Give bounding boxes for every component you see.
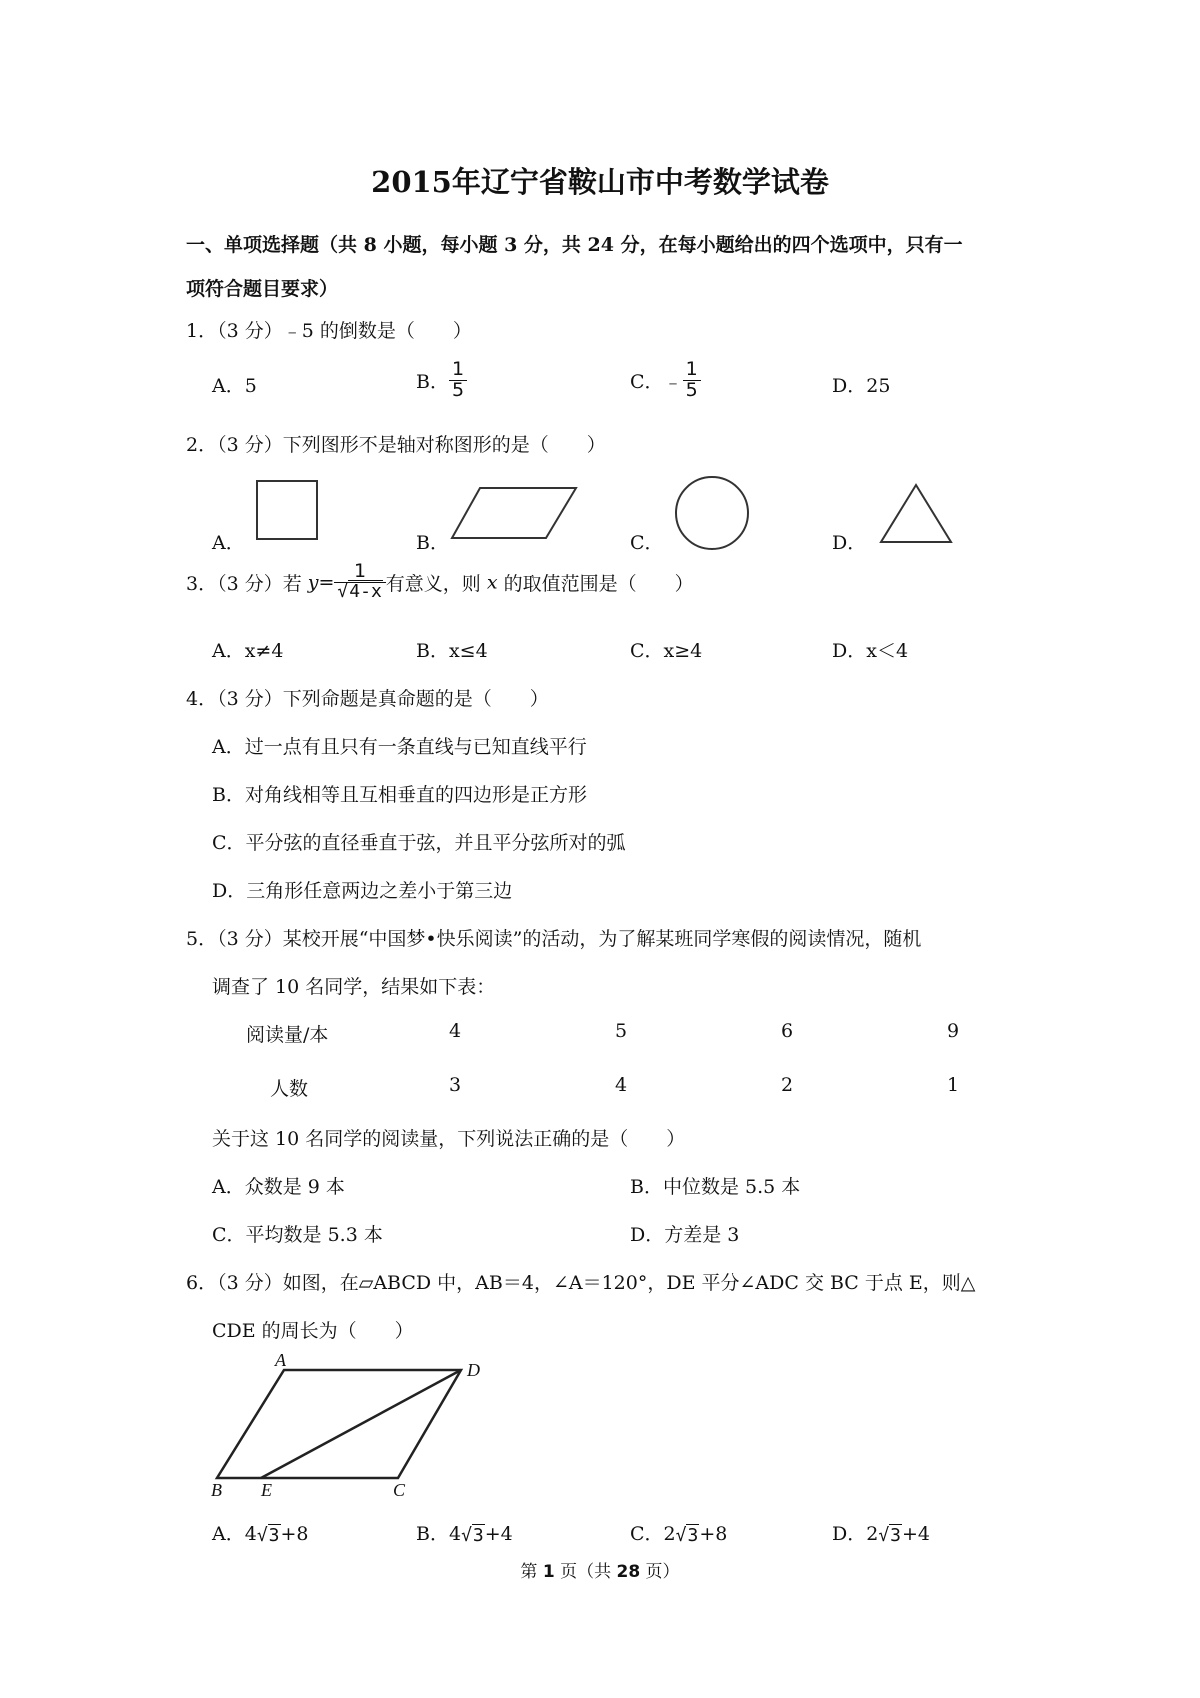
table-cell: 3 [448, 1074, 462, 1096]
question-4-stem: 4．（3 分）下列命题是真命题的是（ ） [186, 688, 549, 710]
question-1-option-d: D．25 [832, 375, 891, 397]
table-cell: 6 [780, 1020, 794, 1042]
question-2-option-b: B． [416, 532, 449, 554]
square-figure [256, 480, 318, 540]
question-4-option-b: B．对角线相等且互相垂直的四边形是正方形 [212, 784, 587, 806]
table-cell: 2 [780, 1074, 794, 1096]
question-3-option-a: A．x≠4 [212, 640, 284, 662]
table-cell: 4 [448, 1020, 462, 1042]
question-2-stem: 2．（3 分）下列图形不是轴对称图形的是（ ） [186, 434, 606, 456]
table-cell: 4 [614, 1074, 628, 1096]
sqrt: √3 [461, 1524, 484, 1546]
vertex-label-e: E [261, 1480, 272, 1498]
question-4-option-a: A．过一点有且只有一条直线与已知直线平行 [212, 736, 587, 758]
circle-figure [675, 476, 749, 550]
question-5-stem-line1: 5．（3 分）某校开展“中国梦•快乐阅读”的活动，为了解某班同学寒假的阅读情况，随机 [186, 928, 922, 950]
table-row2-label: 人数 [270, 1078, 309, 1100]
question-1-option-b: B． $\frac{1}{5}$ [416, 360, 467, 401]
question-3-option-c: C．x≥4 [630, 640, 703, 662]
question-3-option-b: B．x≤4 [416, 640, 488, 662]
question-4-option-d: D．三角形任意两边之差小于第三边 [212, 880, 513, 902]
table-cell: 1 [946, 1074, 960, 1096]
sqrt: √4-x [337, 580, 382, 602]
page-title: 2015年辽宁省鞍山市中考数学试卷 [371, 165, 829, 199]
vertex-label-d: D [467, 1360, 480, 1380]
question-6-option-a: A．4√3+8 [212, 1523, 309, 1546]
parallelogram-abcd-diagram [205, 1348, 495, 1498]
question-2-option-c: C． [630, 532, 664, 554]
question-6-stem-line2: CDE 的周长为（ ） [212, 1320, 414, 1342]
question-2-option-d: D． [832, 532, 867, 554]
question-6-option-d: D．2√3+4 [832, 1523, 931, 1546]
fraction: $\frac{1}{5}$ [683, 360, 701, 401]
question-6-option-b: B．4√3+4 [416, 1523, 513, 1546]
question-5-option-c: C．平均数是 5.3 本 [212, 1224, 383, 1246]
table-cell: 5 [614, 1020, 628, 1042]
sqrt: √3 [675, 1524, 699, 1546]
vertex-label-c: C [393, 1480, 406, 1498]
question-2-option-a: A． [212, 532, 245, 554]
question-3-stem: 3．（3 分）若 y= $\frac{1}{√4-x}$ 有意义，则 x 的取值范围是（ ） [186, 560, 694, 602]
section-heading-line2: 项符合题目要求） [186, 278, 339, 300]
question-6-option-c: C．2√3+8 [630, 1523, 728, 1546]
question-6-stem-line1: 6．（3 分）如图，在▱ABCD 中，AB＝4，∠A＝120°，DE 平分∠ADC 交 BC 于点 E，则△ [186, 1272, 976, 1294]
triangle-figure [878, 482, 954, 546]
table-row1-label: 阅读量/本 [246, 1024, 329, 1046]
question-4-option-c: C．平分弦的直径垂直于弦，并且平分弦所对的弧 [212, 832, 626, 854]
question-5-stem-line3: 关于这 10 名同学的阅读量，下列说法正确的是（ ） [212, 1128, 686, 1150]
question-1-option-c: C．﹣ $\frac{1}{5}$ [630, 360, 701, 401]
sqrt: √3 [256, 1524, 280, 1546]
table-cell: 9 [946, 1020, 960, 1042]
vertex-label-a: A [275, 1350, 286, 1370]
fraction: $\frac{1}{√4-x}$ [334, 562, 385, 603]
sqrt: √3 [878, 1524, 902, 1546]
fraction: $\frac{1}{5}$ [449, 360, 467, 401]
vertex-label-b: B [211, 1480, 222, 1498]
question-5-option-a: A．众数是 9 本 [212, 1176, 345, 1198]
question-1-option-a: A．5 [212, 375, 257, 397]
question-5-stem-line2: 调查了 10 名同学，结果如下表： [212, 976, 496, 998]
question-5-option-d: D．方差是 3 [630, 1224, 740, 1246]
question-3-option-d: D．x＜4 [832, 640, 909, 662]
question-5-option-b: B．中位数是 5.5 本 [630, 1176, 801, 1198]
page-footer: 第 1 页（共 28 页） [520, 1562, 680, 1582]
parallelogram-figure [450, 484, 580, 542]
section-heading-line1: 一、单项选择题（共 8 小题，每小题 3 分，共 24 分，在每小题给出的四个选项中，只有一 [186, 234, 963, 256]
question-1-stem: 1．（3 分）﹣5 的倒数是（ ） [186, 320, 472, 342]
